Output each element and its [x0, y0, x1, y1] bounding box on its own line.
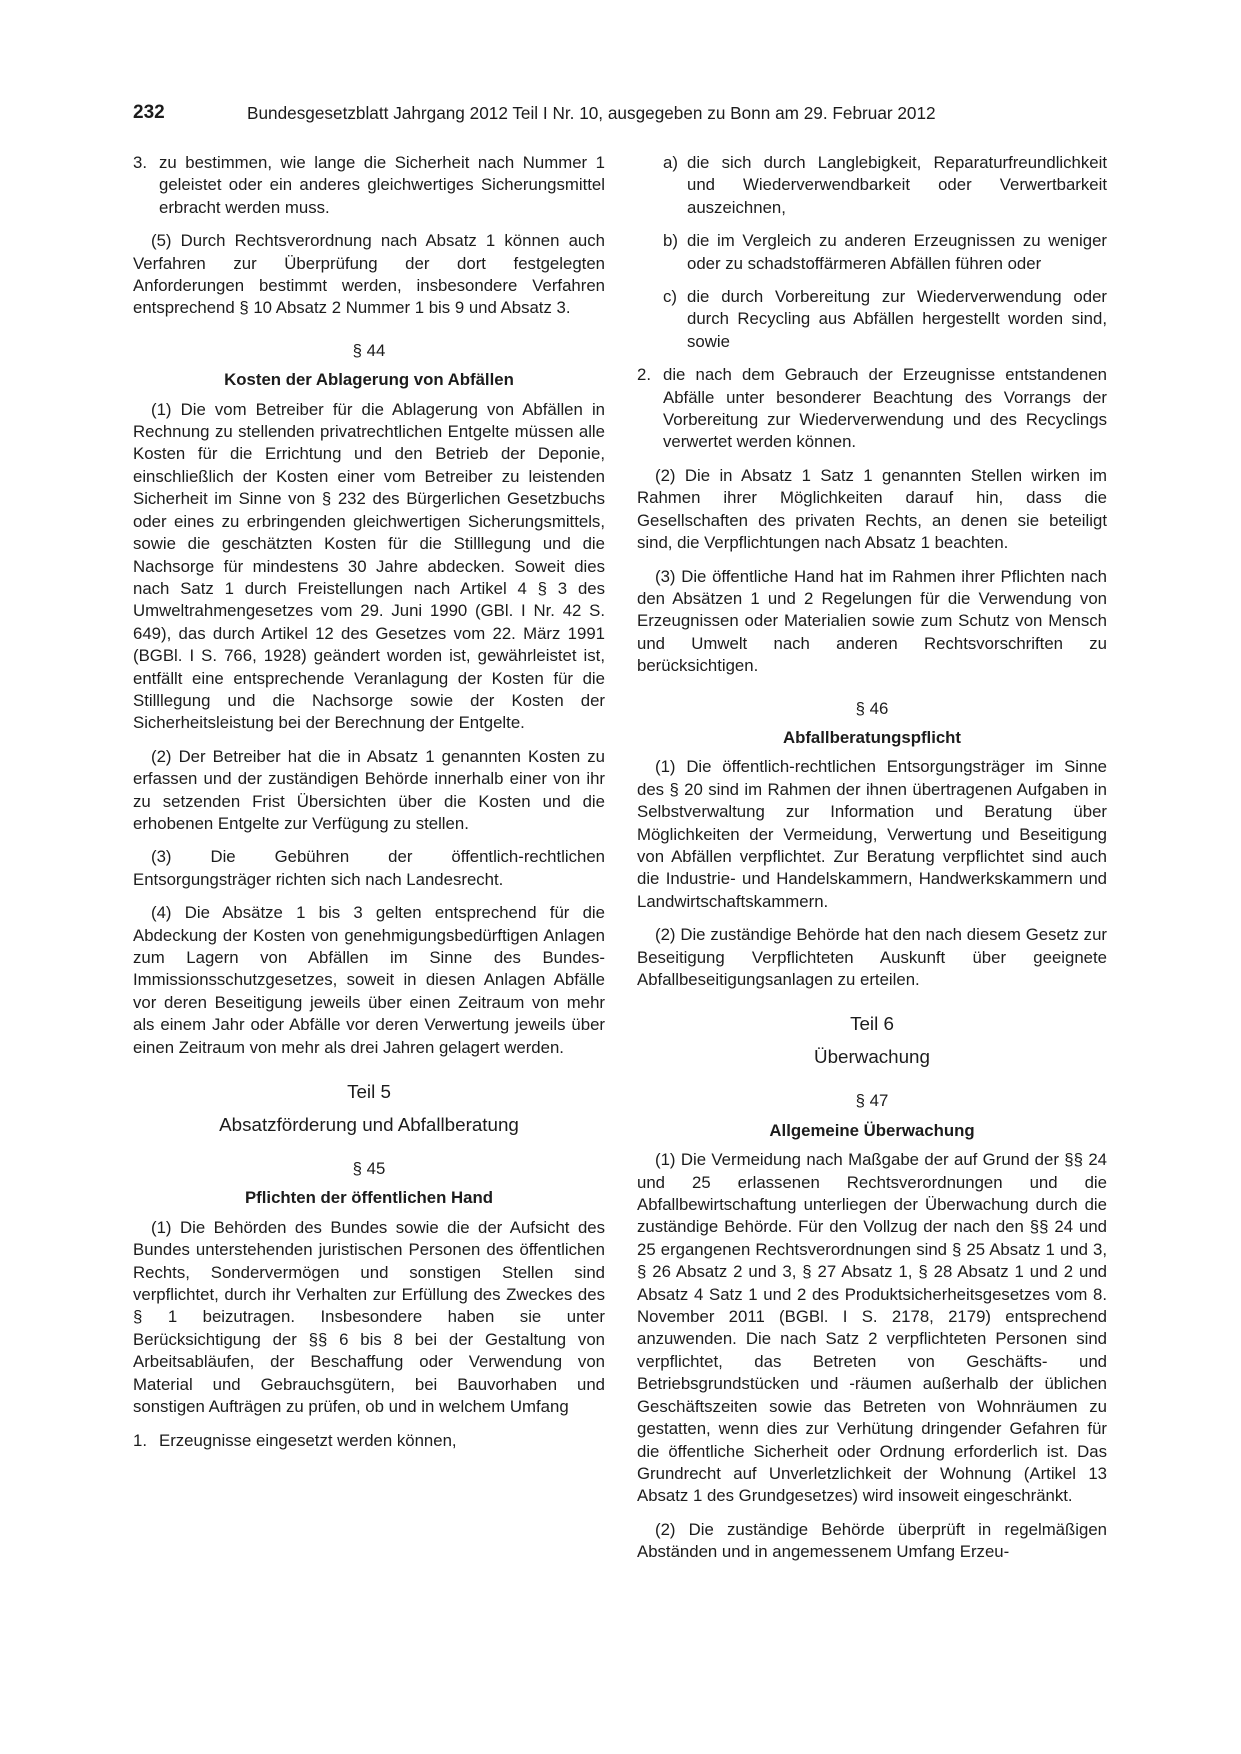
paragraph: (1) Die öffentlich-rechtlichen Entsorgungsträger im Sinne des § 20 sind im Rahmen der ihnen übertragenen Aufgaben in Selbstverwaltung zur Information und Beratung über Möglichkeiten der Vermeidung, Verwertung und Beseitigung von Abfällen verpflichtet. Zur Beratung verpflichtet sind auch die Industrie- und Handelskammern, Handwerkskammern und Landwirtschaftskammern.: [637, 757, 1107, 911]
section-title: Kosten der Ablagerung von Abfällen: [224, 370, 514, 390]
list-item-label: 3.: [133, 153, 147, 172]
sub-list-item-label: b): [663, 231, 678, 251]
sub-list-item-text: die durch Vorbereitung zur Wiederverwendung oder durch Recycling aus Abfällen hergestellt worden sind, sowie: [687, 287, 1107, 351]
paragraph: (4) Die Absätze 1 bis 3 gelten entsprechend für die Abdeckung der Kosten von genehmigungsbedürftigen Anlagen zum Lagern von Abfällen im Sinne des Bundes-Immissionsschutzgesetzes, soweit in diesen Anlagen Abfälle vor deren Beseitigung jeweils über einen Zeitraum von mehr als einem Jahr oder Abfälle vor deren Verwertung jeweils über einen Zeitraum von mehr als drei Jahren gelagert werden.: [133, 903, 605, 1057]
list-item: [637, 364, 1107, 454]
page-number: 232: [133, 102, 165, 123]
section-number: § 45: [352, 1159, 386, 1179]
paragraph: (2) Die in Absatz 1 Satz 1 genannten Stellen wirken im Rahmen ihrer Möglichkeiten darauf hin, dass die Gesellschaften des privaten Rechts, an denen sie beteiligt sind, die Verpflichtungen nach Absatz 1 beachten.: [637, 465, 1107, 553]
paragraph: (3) Die Gebühren der öffentlich-rechtlichen Entsorgungsträger richten sich nach Landesrecht.: [133, 847, 605, 889]
list-item: [133, 152, 605, 219]
paragraph: (5) Durch Rechtsverordnung nach Absatz 1 können auch Verfahren zur Überprüfung der dort festgelegten Anforderungen bestimmt werden, insbesondere Verfahren entsprechend § 10 Absatz 2 Nummer 1 bis 9 und Absatz 3.: [133, 231, 605, 318]
section-number: § 44: [352, 340, 386, 360]
section-title: Allgemeine Überwachung: [769, 1120, 975, 1140]
sub-list-item: [663, 286, 1107, 353]
part-title: Absatzförderung und Abfallberatung: [219, 1114, 519, 1136]
list-item-label: 2.: [637, 365, 651, 385]
list-item-text: die nach dem Gebrauch der Erzeugnisse entstandenen Abfälle unter besonderer Beachtung des Vorrangs der Vorbereitung zur Wiederverwendung und des Recyclings verwertet werden können.: [663, 365, 1107, 452]
paragraph: (3) Die öffentliche Hand hat im Rahmen ihrer Pflichten nach den Absätzen 1 und 2 Regelungen für die Verwendung von Erzeugnissen oder Materialien sowie zum Schutz von Mensch und Umwelt nach anderen Rechtsvorschriften zu berücksichtigen.: [637, 566, 1107, 676]
paragraph: (1) Die Behörden des Bundes sowie die der Aufsicht des Bundes unterstehenden juristischen Personen des öffentlichen Rechts, Sondervermögen und sonstigen Stellen sind verpflichtet, durch ihr Verhalten zur Erfüllung des Zweckes des § 1 beizutragen. Insbesondere haben sie unter Berücksichtigung der §§ 6 bis 8 bei der Gestaltung von Arbeitsabläufen, der Beschaffung oder Verwendung von Material und Gebrauchsgütern, bei Bauvorhaben und sonstigen Aufträgen zu prüfen, ob und in welchem Umfang: [133, 1217, 605, 1417]
list-item-label: 1.: [133, 1430, 147, 1450]
sub-list-item: [663, 152, 1107, 219]
paragraph: (2) Der Betreiber hat die in Absatz 1 genannten Kosten zu erfassen und der zuständigen Behörde innerhalb einer von ihr zu setzenden Frist Übersichten über die Kosten und die erhobenen Entgelte zur Verfügung zu stellen.: [133, 746, 605, 833]
section-number: § 46: [855, 698, 889, 718]
sub-list-item-text: die sich durch Langlebigkeit, Reparaturfreundlichkeit und Wiederverwendbarkeit oder Verwertbarkeit auszeichnen,: [687, 153, 1107, 217]
sub-list-item-label: a): [663, 153, 678, 172]
part-label: Teil 5: [347, 1081, 391, 1103]
right-column: [637, 152, 1107, 1575]
list-item: [133, 1430, 605, 1452]
list-item-text: zu bestimmen, wie lange die Sicherheit nach Nummer 1 geleistet oder ein anderes gleichwertiges Sicherungsmittel erbracht werden muss.: [159, 153, 605, 217]
part-title: Überwachung: [814, 1046, 930, 1068]
gazette-title: Bundesgesetzblatt Jahrgang 2012 Teil I Nr. 10, ausgegeben zu Bonn am 29. Februar 2012: [247, 103, 936, 123]
left-column: [133, 152, 605, 1463]
list-item-text: Erzeugnisse eingesetzt werden können,: [159, 1430, 457, 1450]
section-title: Pflichten der öffentlichen Hand: [244, 1188, 493, 1208]
section-title: Abfallberatungspflicht: [782, 727, 962, 747]
paragraph: (2) Die zuständige Behörde hat den nach diesem Gesetz zur Beseitigung Verpflichteten Auskunft über geeignete Abfallbeseitigungsanlagen zu erteilen.: [637, 925, 1107, 989]
paragraph: (2) Die zuständige Behörde überprüft in regelmäßigen Abständen und in angemessenem Umfang Erzeu-: [637, 1519, 1107, 1562]
sub-list-item: [663, 230, 1107, 275]
paragraph: (1) Die vom Betreiber für die Ablagerung von Abfällen in Rechnung zu stellenden privatrechtlichen Entgelte müssen alle Kosten für die Errichtung und den Betrieb der Deponie, einschließlich der Kosten einer vom Betreiber zu leistenden Sicherheit im Sinne von § 232 des Bürgerlichen Gesetzbuchs oder eines zu erbringenden gleichwertigen Sicherungsmittels, sowie die geschätzten Kosten für die Stilllegung und die Nachsorge für mindestens 30 Jahre abdecken. Soweit dies nach Satz 1 durch Freistellungen nach Artikel 4 § 3 des Umweltrahmengesetzes vom 29. Juni 1990 (GBl. I Nr. 42 S. 649), das durch Artikel 12 des Gesetzes vom 22. März 1991 (BGBl. I S. 766, 1928) geändert worden ist, gewährleistet ist, entfällt eine entsprechende Veranlagung der Kosten für die Stilllegung und die Nachsorge sowie der Kosten der Sicherheitsleistung bei der Berechnung der Entgelte.: [133, 399, 605, 733]
paragraph: (1) Die Vermeidung nach Maßgabe der auf Grund der §§ 24 und 25 erlassenen Rechtsverordnungen und die Abfallbewirtschaftung unterliegen der Überwachung durch die zuständige Behörde. Für den Vollzug der nach den §§ 24 und 25 ergangenen Rechtsverordnungen sind § 25 Absatz 1 und 3, § 26 Absatz 2 und 3, § 27 Absatz 1, § 28 Absatz 1 und 2 und Absatz 4 Satz 1 und 2 des Produktsicherheitsgesetzes vom 8. November 2011 (BGBl. I S. 2178, 2179) entsprechend anzuwenden. Die nach Satz 2 verpflichteten Personen sind verpflichtet, das Betreten von Geschäfts- und Betriebsgrundstücken und -räumen außerhalb der üblichen Geschäftszeiten sowie das Betreten von Wohnräumen zu gestatten, wenn dies zur Verhütung dringender Gefahren für die öffentliche Sicherheit oder Ordnung erforderlich ist. Das Grundrecht auf Unverletzlichkeit der Wohnung (Artikel 13 Absatz 1 des Grundgesetzes) wird insoweit eingeschränkt.: [637, 1150, 1107, 1506]
section-number: § 47: [855, 1091, 889, 1111]
part-label: Teil 6: [850, 1013, 894, 1035]
page-header: [133, 102, 1108, 128]
sub-list-item-label: c): [663, 287, 677, 307]
sub-list-item-text: die im Vergleich zu anderen Erzeugnissen zu weniger oder zu schadstoffärmeren Abfällen führen oder: [687, 231, 1107, 273]
